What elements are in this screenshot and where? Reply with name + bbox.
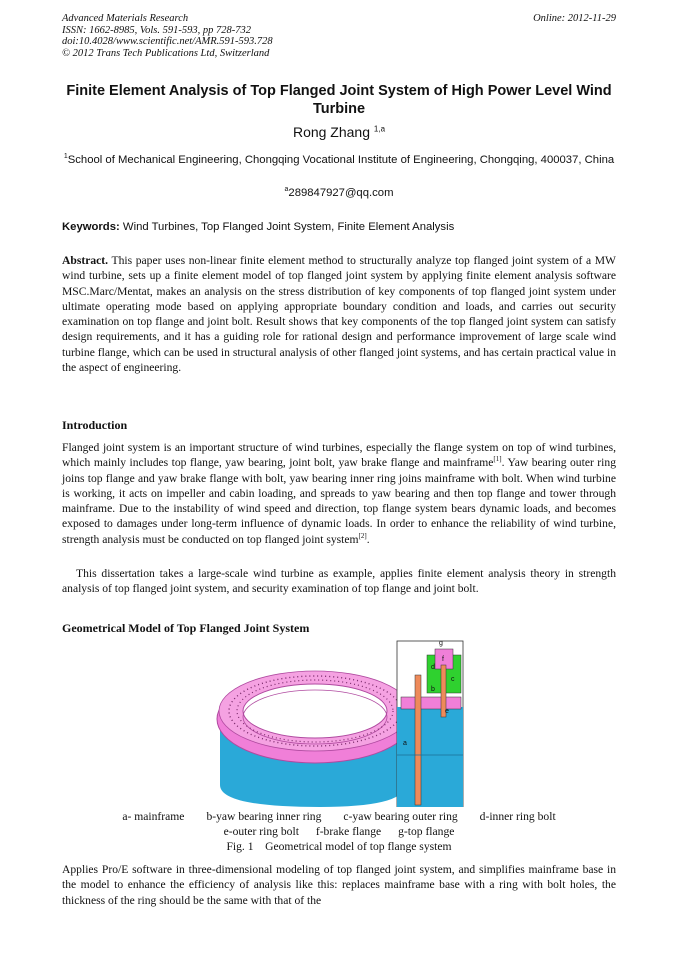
paper-title: Finite Element Analysis of Top Flanged Joint System of High Power Level Wind Turbine [66,83,612,117]
abstract-label: Abstract. [62,254,109,267]
figure-label-5: e [445,708,449,715]
flange-model-drawing [215,635,465,807]
geometric-model-heading: Geometrical Model of Top Flanged Joint System [62,621,310,635]
introduction-paragraph-2: This dissertation takes a large-scale wind turbine as example, applies finite element analysis theory in strength analysis of top flanged joint system, and security examination of top flange and joint bolt. [62,567,616,596]
legend-e: e-outer ring bolt [223,825,299,838]
flange-inner-hole [243,684,387,738]
introduction-heading: Introduction [62,418,128,432]
keywords [62,221,616,233]
legend-d: d-inner ring bolt [479,810,556,823]
email-text[interactable]: 289847927@qq.com [288,186,394,199]
figure-legend-row-1 [62,809,616,824]
copyright: © 2012 Trans Tech Publications Ltd, Switzerland [62,47,270,59]
author-name: Rong Zhang [292,124,371,140]
section-top-flange [401,697,461,709]
figure-label-3: c [451,676,455,683]
figure-label-4: b [431,686,435,693]
keywords-text: Wind Turbines, Top Flanged Joint System, Finite Element Analysis [122,221,455,233]
author [0,124,678,140]
figure-legend-row-2 [62,824,616,839]
legend-b: b-yaw bearing inner ring [206,810,322,823]
section-inner-bolt [415,675,421,805]
email-sup: a [284,186,289,193]
figure-1 [215,635,465,807]
intro-text-a: Flanged joint system is an important structure of wind turbines, especially the flange system on top of wind turbines, which mainly includes top flange, yaw bearing, joint bolt, yaw brake flange and mainframe [62,441,616,470]
legend-f: f-brake flange [315,825,382,838]
intro-text-b: . Yaw bearing outer ring joins top flange and yaw brake flange with bolt, yaw bearing inner ring joins mainframe with bolt. When wind turbine is working, it acts on impeller and cabin loading, and spreads to yaw bearing and then top flange and tower through mainframe. Due to the instability of wind speed and direction, top flange system bears dynamic loads, and becomes exposed to damages under long-term influence of dynamic loads. In order to enhance the reliability of wind turbine, strength analysis must be conducted on top flanged joint system [62,456,616,546]
legend-g: g-top flange [398,825,455,838]
figure-label-1: f [442,656,444,663]
keywords-label: Keywords: [62,221,120,233]
affiliation-text: School of Mechanical Engineering, Chongqing Vocational Institute of Engineering, Chongqing, 400037, China [67,153,615,166]
email [0,186,678,199]
affiliation-sup: 1 [63,153,68,160]
figure-label-2: d [431,664,435,671]
abstract-text: This paper uses non-linear finite element method to structurally analyze top flanged joint system of a MW wind turbine, sets up a finite element model of top flanged joint system by applying finite element analysis software MSC.Marc/Mentat, makes an analysis on the stress distribution of key components of top flanged joint system under ultimate operating mode based on applying appropriate boundary condition and loads, and carries out security examination on top flange and joint bolt. Result shows that key components of the top flanged joint system can satisfy design requirements, and it has a guiding role for rational design and performance improvement of large scale wind turbine flange, which can be used in structural analysis of other flanged joint systems, and has certain practical value in the aspect of engineering. [62,254,616,375]
figure-label-0: g [439,640,443,647]
figure-caption: Fig. 1 Geometrical model of top flange system [226,840,452,853]
intro-text-c: . [366,532,370,546]
introduction-paragraph-1 [62,440,616,547]
abstract [62,253,616,375]
figure-1-caption-block [62,809,616,854]
affiliation [62,149,616,168]
reference-2[interactable]: [2] [358,531,367,540]
figure-label-6: a [403,740,407,747]
legend-c: c-yaw bearing outer ring [343,810,458,823]
journal-header [62,13,616,59]
journal-name: Advanced Materials Research [62,13,189,24]
issn: ISSN: 1662-8985, Vols. 591-593, pp 728-732 [62,24,251,36]
geometric-paragraph-1: Applies Pro/E software in three-dimensional modeling of top flanged joint system, and simplifies mainframe base in the model to enhance the efficiency of analysis like this: replaces mainframe base with a ring with bolt holes, the thickness of the ring should be the same with that of the [62,863,616,907]
author-sup: 1,a [373,124,386,134]
online-date: Online: 2012-11-29 [533,13,616,24]
doi[interactable]: doi:10.4028/www.scientific.net/AMR.591-593.728 [62,36,273,47]
reference-1[interactable]: [1] [493,455,502,464]
section-mainframe [397,707,463,807]
legend-a: a- mainframe [122,810,185,823]
